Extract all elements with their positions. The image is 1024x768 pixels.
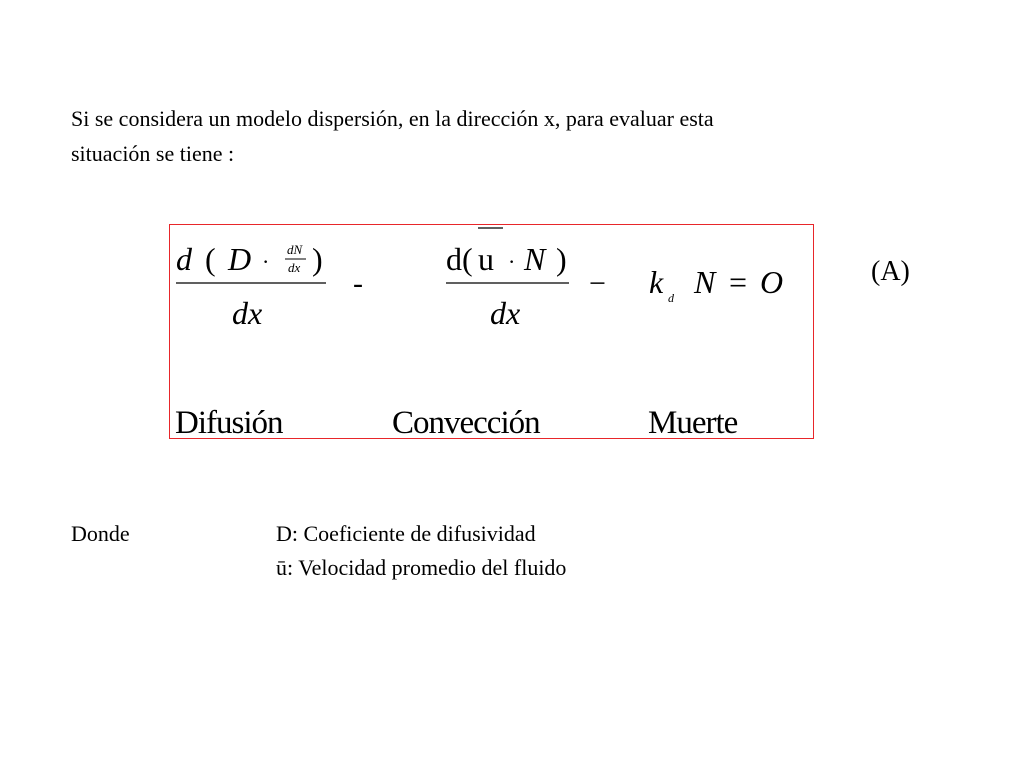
term2-dot: ·: [508, 249, 516, 274]
label-muerte: Muerte: [648, 405, 738, 440]
term1-dot: ·: [262, 249, 270, 274]
term2-N: N: [524, 241, 546, 277]
term1-close-paren: ): [312, 241, 323, 277]
term2-close-paren: ): [556, 241, 567, 277]
diffusion-term: [176, 241, 326, 331]
label-difusion: Difusión: [175, 405, 283, 440]
equation-box: [169, 224, 814, 439]
term2-den: dx: [490, 295, 521, 331]
term3-equals: =: [729, 264, 748, 300]
equation-svg: [170, 225, 815, 440]
definitions-key: Donde: [71, 521, 130, 546]
label-conveccion: Convección: [392, 405, 540, 440]
equation-label: (A): [871, 256, 910, 287]
minus-sign-1: -: [353, 267, 363, 300]
definition-item: D: Coeficiente de difusividad: [276, 521, 536, 546]
term1-inner-den: dx: [288, 260, 301, 275]
term1-d: d: [176, 241, 192, 277]
intro-line-1: Si se considera un modelo dispersión, en la dirección x, para evaluar esta: [71, 106, 714, 131]
term2-d-open: d(: [446, 241, 473, 277]
term1-den: dx: [232, 295, 263, 331]
term1-open-paren: (: [205, 241, 216, 277]
intro-paragraph: [71, 101, 951, 171]
term3-N: N: [694, 264, 716, 300]
convection-term: [446, 228, 569, 331]
term3-O: O: [760, 264, 784, 300]
minus-sign-2: −: [589, 267, 606, 300]
term3-subscript: d: [668, 291, 674, 305]
intro-line-2: situación se tiene :: [71, 141, 235, 166]
term1-D: D: [228, 241, 252, 277]
definitions-list: [276, 517, 566, 585]
decay-term: [649, 264, 783, 305]
term2-u: u: [478, 241, 494, 277]
definition-item: ū: Velocidad promedio del fluido: [276, 555, 567, 580]
term1-inner-num: dN: [287, 242, 303, 257]
term3-k: k: [649, 264, 664, 300]
